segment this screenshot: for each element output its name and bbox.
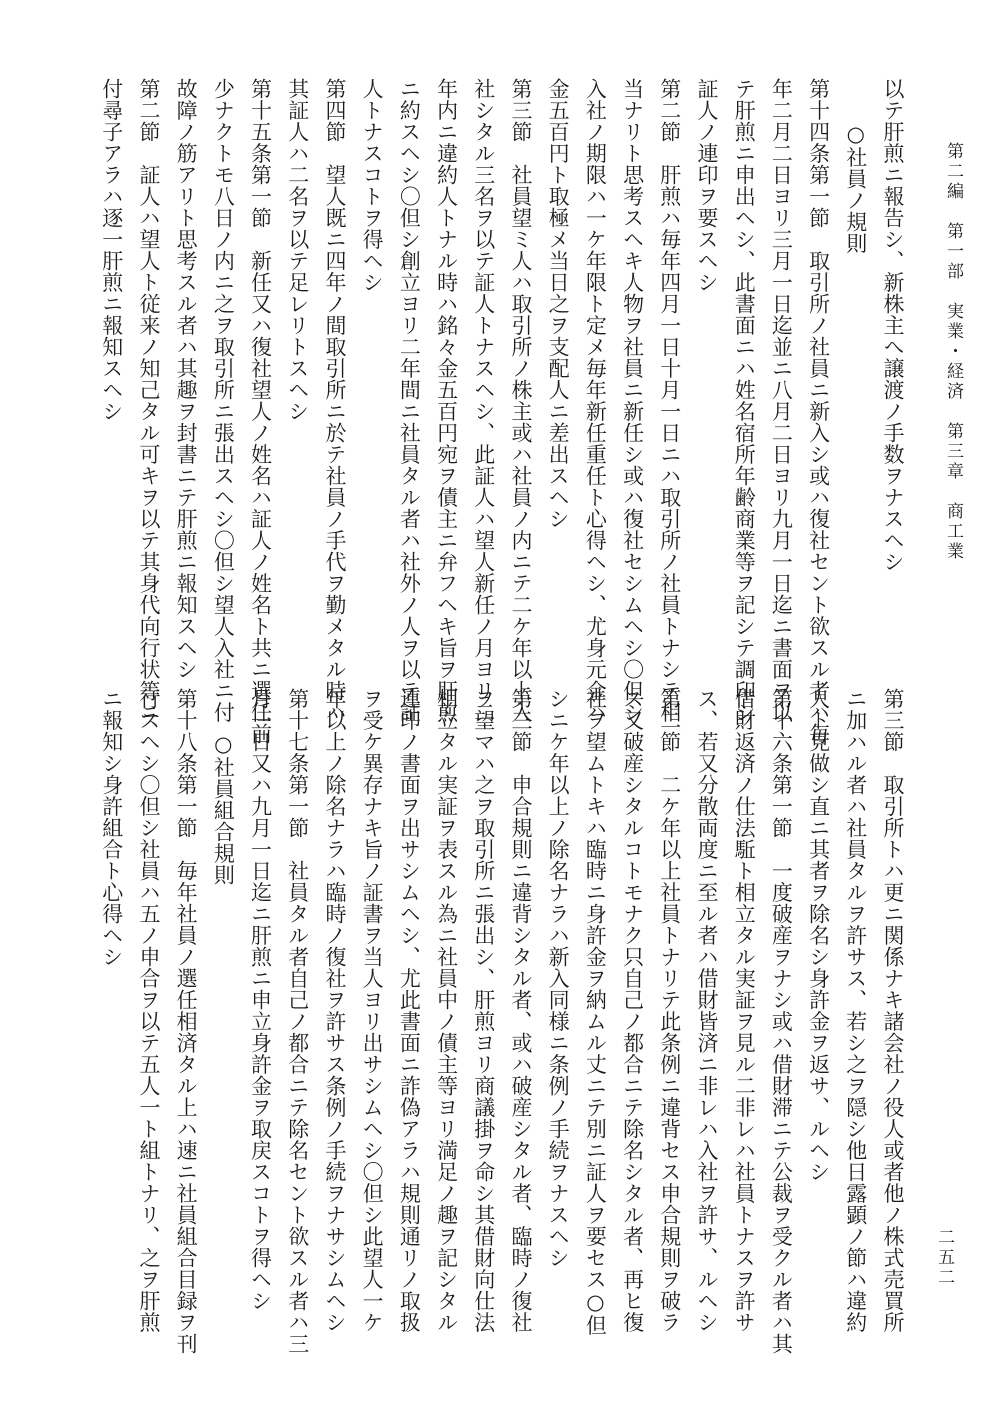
text-column: 第十四条第一節 取引所ノ社員ニ新入シ或ハ復社セント欲スル者ハ毎: [806, 78, 831, 745]
text-column: 第二節 証人ハ望人ト従来ノ知己タル可キヲ以テ其身代向行状等ニ: [136, 78, 161, 723]
text-column: 第三節 申合規則ニ違背シタル者、或ハ破産シタル者、臨時ノ復社: [508, 688, 533, 1333]
text-column: 証人ノ連印ヲ要スヘシ: [694, 78, 719, 293]
text-column: 付尋子アラハ逐一肝煎ニ報知スヘシ: [99, 78, 124, 422]
text-column: 人ト見做シ直ニ其者ヲ除名シ身許金ヲ返サ、ルヘシ: [806, 688, 831, 1183]
text-column: 第十五条第一節 新任又ハ復社望人ノ姓名ハ証人ノ姓名ト共ニ選任前: [248, 78, 273, 745]
text-column: ニ報知シ身許組合ト心得ヘシ: [99, 688, 124, 968]
text-column: 年二月二日ヨリ三月一日迄並ニ八月二日ヨリ九月一日迄ニ書面ヲ以: [769, 78, 794, 723]
text-column: 人トナスコトヲ得ヘシ: [360, 78, 385, 293]
text-column: 相立タル実証ヲ表スル為ニ社員中ノ債主等ヨリ満足ノ趣ヲ記シタル: [434, 688, 459, 1333]
section-heading: ○社員組合規則: [211, 732, 236, 886]
text-column: 第二節 二ケ年以上社員トナリテ此条例ニ違背セス申合規則ヲ破ラ: [657, 688, 682, 1333]
text-column: 第十六条第一節 一度破産ヲナシ或ハ借財滞ニテ公裁ヲ受クル者ハ其: [769, 688, 794, 1355]
text-column: ヲ望マハ之ヲ取引所ニ張出シ、肝煎ヨリ商議掛ヲ命シ其借財向仕法: [471, 688, 496, 1333]
text-column: 第十八条第一節 毎年社員ノ選任相済タル上ハ速ニ社員組合目録ヲ刊: [174, 688, 199, 1355]
text-column: 故障ノ筋アリト思考スル者ハ其趣ヲ封書ニテ肝煎ニ報知スヘシ: [174, 78, 199, 680]
text-column: 第四節 望人既ニ四年ノ間取引所ニ於テ社員ノ手代ヲ勤メタル時ハ: [322, 78, 347, 723]
text-column: 第三節 取引所トハ更ニ関係ナキ諸会社ノ役人或者他ノ株式売買所: [881, 688, 905, 1333]
running-head: 第二編 第一部 実業・経済 第三章 商工業: [943, 142, 963, 562]
text-column: ヲ受ケ異存ナキ旨ノ証書ヲ当人ヨリ出サシムヘシ〇但シ此望人一ケ: [360, 688, 385, 1333]
text-column: 連印ノ書面ヲ出サシムヘシ、尤此書面ニ詐偽アラハ規則通リノ取扱: [397, 688, 422, 1333]
text-column: ス又破産シタルコトモナク只自己ノ都合ニテ除名シタル者、再ヒ復: [620, 688, 645, 1333]
text-column: 社ヲ望ムトキハ臨時ニ身許金ヲ納ムル丈ニテ別ニ証人ヲ要セス○但: [583, 688, 608, 1336]
text-column: 借財返済ノ仕法駈ト相立タル実証ヲ見ル二非レハ社員トナスヲ許サ: [732, 688, 757, 1333]
text-column: 第二節 肝煎ハ毎年四月一日十月一日ニハ取引所ノ社員トナシテ相: [657, 78, 682, 723]
text-column: テ肝煎ニ申出ヘシ、此書面ニハ姓名宿所年齢商業等ヲ記シテ調印シ: [732, 78, 757, 723]
text-column: ニ加ハル者ハ社員タルヲ許サス、若シ之ヲ隠シ他日露顕ノ節ハ違約: [843, 688, 868, 1333]
lower-text-block: [93, 688, 911, 1355]
text-column: 年内ニ違約人トナル時ハ銘々金五百円宛ヲ債主ニ弁フヘキ旨ヲ肝煎: [434, 78, 459, 723]
text-column: 月一日又ハ九月一日迄ニ肝煎ニ申立身許金ヲ取戻スコトヲ得ヘシ: [248, 688, 273, 1312]
page-number: 二五二: [934, 1228, 954, 1288]
text-column: ニ約スヘシ〇但シ創立ヨリ二年間ニ社員タル者ハ社外ノ人ヲ以テ証: [397, 78, 422, 723]
text-column: 金五百円ト取極メ当日之ヲ支配人ニ差出スヘシ: [546, 78, 571, 530]
text-column: 社シタル三名ヲ以テ証人トナスヘシ、此証人ハ望人新任ノ月ヨリ二: [471, 78, 496, 723]
upper-text-block: [93, 78, 911, 745]
text-column: 年以上ノ除名ナラハ臨時ノ復社ヲ許サス条例ノ手続ヲナサシムヘシ: [322, 688, 347, 1333]
text-column: 当ナリト思考スヘキ人物ヲ社員ニ新任シ或ハ復社セシムヘシ〇但シ: [620, 78, 645, 723]
text-column: 少ナクトモ八日ノ内ニ之ヲ取引所ニ張出スヘシ〇但シ望人入社ニ付: [211, 78, 236, 723]
text-column: 第三節 社員望ミ人ハ取引所ノ株主或ハ社員ノ内ニテ二ケ年以上入: [508, 78, 533, 723]
text-column: シニケ年以上ノ除名ナラハ新入同様ニ条例ノ手続ヲナスヘシ: [546, 688, 571, 1269]
text-column: 行スヘシ〇但シ社員ハ五ノ申合ヲ以テ五人一ト組トナリ、之ヲ肝煎: [136, 688, 161, 1333]
text-column: 第十七条第一節 社員タル者自己ノ都合ニテ除名セント欲スル者ハ三: [285, 688, 310, 1355]
text-column: 入社ノ期限ハ一ケ年限ト定メ毎年新任重任ト心得ヘシ、尤身元金ハ: [583, 78, 608, 723]
text-column: 以テ肝煎ニ報告シ、新株主へ譲渡ノ手数ヲナスヘシ: [881, 78, 905, 573]
section-heading: ○社員ノ規則: [843, 122, 868, 255]
text-column: 其証人ハ二名ヲ以テ足レリトスヘシ: [285, 78, 310, 422]
text-column: ス、若又分散両度ニ至ル者ハ借財皆済ニ非レハ入社ヲ許サ、ルヘシ: [694, 688, 719, 1333]
